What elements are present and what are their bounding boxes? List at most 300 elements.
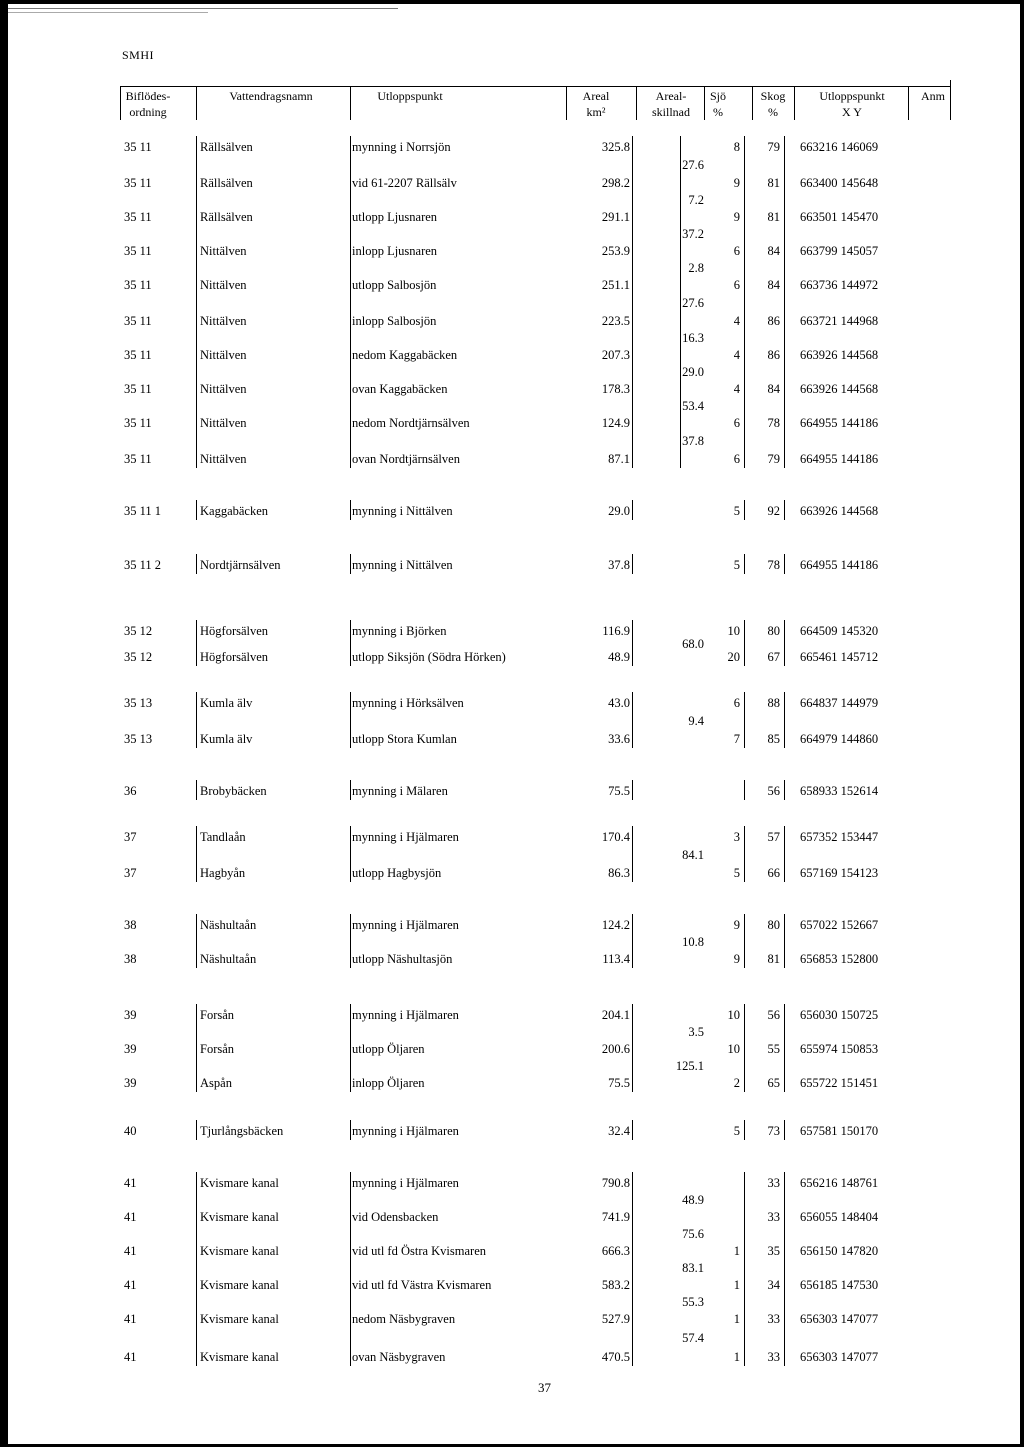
row-area: 223.5 <box>601 314 630 328</box>
row-lake: 20 <box>727 650 740 664</box>
row-lake: 6 <box>733 696 740 710</box>
row-area-diff: 2.8 <box>688 261 704 275</box>
row-col-divider <box>196 1120 197 1140</box>
row-lake: 5 <box>733 866 740 880</box>
row-forest: 92 <box>767 504 780 518</box>
row-col-divider <box>350 1172 351 1366</box>
row-order: 36 <box>124 784 137 798</box>
row-forest: 79 <box>767 452 780 466</box>
row-outlet-xy: 656303 147077 <box>800 1312 879 1326</box>
row-col-divider <box>632 1004 633 1092</box>
row-outlet-xy: 656055 148404 <box>800 1210 879 1224</box>
row-outlet: mynning i Hjälmaren <box>352 918 459 932</box>
row-lake: 4 <box>733 382 740 396</box>
row-order: 35 11 <box>124 452 152 466</box>
row-forest: 78 <box>767 558 780 572</box>
row-order: 38 <box>124 918 137 932</box>
row-area-diff: 57.4 <box>682 1331 704 1345</box>
row-name: Tandlaån <box>200 830 246 844</box>
row-area: 75.5 <box>608 784 630 798</box>
row-lake: 6 <box>733 244 740 258</box>
row-area: 666.3 <box>601 1244 630 1258</box>
header-area: Areal km² <box>582 89 610 119</box>
row-name: Forsån <box>200 1008 235 1022</box>
row-outlet-xy: 663216 146069 <box>800 140 879 154</box>
row-name: Nordtjärnsälven <box>200 558 281 572</box>
row-outlet-xy: 656030 150725 <box>800 1008 879 1022</box>
row-area-diff: 7.2 <box>688 193 704 207</box>
row-col-divider <box>744 826 745 882</box>
row-area-diff: 37.2 <box>682 227 704 241</box>
row-lake: 10 <box>727 1042 740 1056</box>
row-col-divider <box>350 692 351 748</box>
row-col-divider <box>632 554 633 574</box>
row-area: 207.3 <box>601 348 630 362</box>
row-order: 35 11 <box>124 382 152 396</box>
row-forest: 33 <box>767 1210 780 1224</box>
row-col-divider <box>632 914 633 968</box>
row-area: 43.0 <box>608 696 630 710</box>
header-outlet-xy: Utloppspunkt X Y <box>819 89 885 119</box>
row-area-diff: 125.1 <box>675 1059 704 1073</box>
row-order: 35 13 <box>124 696 153 710</box>
header-top-rule <box>120 86 950 87</box>
row-order: 35 11 <box>124 416 152 430</box>
row-name: Hagbyån <box>200 866 246 880</box>
row-area-diff: 75.6 <box>682 1227 704 1241</box>
row-col-divider <box>744 1120 745 1140</box>
row-col-divider <box>784 500 785 520</box>
row-outlet-xy: 664509 145320 <box>800 624 879 638</box>
row-col-divider <box>784 826 785 882</box>
row-name: Rällsälven <box>200 210 253 224</box>
row-name: Nittälven <box>200 348 247 362</box>
row-forest: 78 <box>767 416 780 430</box>
row-outlet: ovan Näsbygraven <box>352 1350 446 1364</box>
header-col-divider <box>908 86 909 120</box>
row-col-divider <box>350 1004 351 1092</box>
row-name: Kumla älv <box>200 732 253 746</box>
row-name: Högforsälven <box>200 650 269 664</box>
row-outlet-xy: 664955 144186 <box>800 416 879 430</box>
row-col-divider <box>196 136 197 468</box>
row-col-divider <box>632 826 633 882</box>
row-area: 86.3 <box>608 866 630 880</box>
row-outlet: mynning i Nittälven <box>352 558 453 572</box>
row-col-divider <box>744 554 745 574</box>
row-outlet-xy: 663400 145648 <box>800 176 879 190</box>
row-order: 35 11 1 <box>124 504 162 518</box>
row-lake: 3 <box>733 830 740 844</box>
row-lake: 5 <box>733 1124 740 1138</box>
row-outlet-xy: 656150 147820 <box>800 1244 879 1258</box>
row-area: 170.4 <box>601 830 630 844</box>
row-outlet: utlopp Siksjön (Södra Hörken) <box>352 650 506 664</box>
header-outlet: Utloppspunkt <box>377 89 443 103</box>
row-outlet: vid utl fd Västra Kvismaren <box>352 1278 492 1292</box>
row-outlet-xy: 657352 153447 <box>800 830 879 844</box>
row-outlet: mynning i Hjälmaren <box>352 1124 459 1138</box>
row-forest: 86 <box>767 348 780 362</box>
row-col-divider <box>744 1172 745 1366</box>
header-name: Vattendragsnamn <box>229 89 313 103</box>
header-order: Biflödes- ordning <box>125 89 171 119</box>
row-lake: 1 <box>733 1350 740 1364</box>
row-name: Nittälven <box>200 382 247 396</box>
row-col-divider <box>196 780 197 800</box>
row-order: 35 11 <box>124 210 152 224</box>
row-outlet: utlopp Näshultasjön <box>352 952 453 966</box>
row-area: 253.9 <box>601 244 630 258</box>
row-forest: 33 <box>767 1176 780 1190</box>
row-col-divider <box>744 136 745 468</box>
row-outlet: ovan Nordtjärnsälven <box>352 452 460 466</box>
row-name: Kvismare kanal <box>200 1210 279 1224</box>
row-order: 37 <box>124 830 137 844</box>
row-outlet: mynning i Hjälmaren <box>352 830 459 844</box>
row-outlet-xy: 655974 150853 <box>800 1042 879 1056</box>
row-lake: 9 <box>733 176 740 190</box>
row-name: Kvismare kanal <box>200 1312 279 1326</box>
row-order: 39 <box>124 1076 137 1090</box>
row-outlet-xy: 656853 152800 <box>800 952 879 966</box>
row-area: 741.9 <box>601 1210 630 1224</box>
page-number: 37 <box>538 1380 551 1395</box>
row-order: 37 <box>124 866 137 880</box>
row-area: 470.5 <box>601 1350 630 1364</box>
row-outlet-xy: 664955 144186 <box>800 558 879 572</box>
document-page <box>8 4 1020 1444</box>
row-area-diff: 83.1 <box>682 1261 704 1275</box>
row-order: 39 <box>124 1042 137 1056</box>
row-name: Nittälven <box>200 244 247 258</box>
row-order: 39 <box>124 1008 137 1022</box>
row-area: 29.0 <box>608 504 630 518</box>
row-name: Rällsälven <box>200 176 253 190</box>
row-col-divider <box>632 620 633 666</box>
row-order: 35 12 <box>124 624 153 638</box>
row-outlet-xy: 664979 144860 <box>800 732 879 746</box>
row-area: 124.9 <box>601 416 630 430</box>
row-col-divider <box>196 500 197 520</box>
row-area: 32.4 <box>608 1124 630 1138</box>
row-name: Tjurlångsbäcken <box>200 1124 284 1138</box>
row-col-divider <box>350 500 351 520</box>
header-col-divider <box>704 86 705 120</box>
row-forest: 81 <box>767 176 780 190</box>
row-outlet: utlopp Öljaren <box>352 1042 425 1056</box>
row-order: 40 <box>124 1124 137 1138</box>
row-outlet: mynning i Norrsjön <box>352 140 451 154</box>
row-order: 38 <box>124 952 137 966</box>
header-col-divider <box>350 86 351 120</box>
row-name: Nittälven <box>200 452 247 466</box>
row-forest: 55 <box>767 1042 780 1056</box>
row-forest: 84 <box>767 382 780 396</box>
row-forest: 33 <box>767 1312 780 1326</box>
row-area-diff: 53.4 <box>682 399 704 413</box>
row-lake: 7 <box>733 732 740 746</box>
row-col-divider <box>632 1172 633 1366</box>
row-order: 35 11 <box>124 176 152 190</box>
row-outlet-xy: 663736 144972 <box>800 278 879 292</box>
row-outlet-xy: 655722 151451 <box>800 1076 879 1090</box>
row-name: Forsån <box>200 1042 235 1056</box>
row-name: Kvismare kanal <box>200 1278 279 1292</box>
row-name: Kvismare kanal <box>200 1176 279 1190</box>
header-col-divider <box>566 86 567 120</box>
row-outlet-xy: 657581 150170 <box>800 1124 879 1138</box>
row-area: 298.2 <box>601 176 630 190</box>
row-name: Nittälven <box>200 416 247 430</box>
row-forest: 33 <box>767 1350 780 1364</box>
header-col-divider <box>794 86 795 120</box>
row-area: 48.9 <box>608 650 630 664</box>
row-order: 35 11 <box>124 244 152 258</box>
row-name: Nittälven <box>200 278 247 292</box>
row-col-divider <box>784 780 785 800</box>
row-col-divider <box>744 500 745 520</box>
row-lake: 6 <box>733 452 740 466</box>
row-order: 35 12 <box>124 650 153 664</box>
top-rule <box>8 8 398 9</box>
row-col-divider <box>350 620 351 666</box>
row-area-diff: 68.0 <box>682 637 704 651</box>
row-name: Högforsälven <box>200 624 269 638</box>
row-forest: 80 <box>767 624 780 638</box>
row-name: Näshultaån <box>200 918 257 932</box>
row-col-divider <box>632 136 633 468</box>
row-forest: 34 <box>767 1278 780 1292</box>
row-outlet: mynning i Nittälven <box>352 504 453 518</box>
row-area: 124.2 <box>601 918 630 932</box>
row-area: 291.1 <box>601 210 630 224</box>
row-area-diff: 48.9 <box>682 1193 704 1207</box>
row-outlet-xy: 658933 152614 <box>800 784 879 798</box>
row-area-diff: 55.3 <box>682 1295 704 1309</box>
row-forest: 81 <box>767 210 780 224</box>
row-area: 116.9 <box>602 624 630 638</box>
row-outlet: vid utl fd Östra Kvismaren <box>352 1244 487 1258</box>
row-forest: 84 <box>767 244 780 258</box>
row-lake: 5 <box>733 504 740 518</box>
row-outlet: mynning i Björken <box>352 624 447 638</box>
row-name: Rällsälven <box>200 140 253 154</box>
row-forest: 81 <box>767 952 780 966</box>
top-rule-2 <box>8 12 208 13</box>
row-col-divider <box>632 1120 633 1140</box>
header-area-diff: Areal- skillnad <box>652 89 690 119</box>
row-order: 41 <box>124 1350 137 1364</box>
row-forest: 66 <box>767 866 780 880</box>
row-outlet-xy: 663721 144968 <box>800 314 879 328</box>
row-order: 41 <box>124 1176 137 1190</box>
row-col-divider <box>196 554 197 574</box>
row-name: Aspån <box>200 1076 232 1090</box>
row-outlet: nedom Näsbygraven <box>352 1312 456 1326</box>
header-col-divider <box>196 86 197 120</box>
row-col-divider <box>744 620 745 666</box>
row-outlet: utlopp Stora Kumlan <box>352 732 457 746</box>
row-area: 37.8 <box>608 558 630 572</box>
row-outlet: inlopp Ljusnaren <box>352 244 438 258</box>
row-order: 35 11 <box>124 140 152 154</box>
row-area: 251.1 <box>601 278 630 292</box>
row-name: Nittälven <box>200 314 247 328</box>
row-order: 35 11 <box>124 348 152 362</box>
row-name: Brobybäcken <box>200 784 267 798</box>
row-lake: 9 <box>733 952 740 966</box>
row-lake: 9 <box>733 918 740 932</box>
row-outlet: nedom Kaggabäcken <box>352 348 458 362</box>
row-area: 178.3 <box>601 382 630 396</box>
row-outlet: mynning i Mälaren <box>352 784 448 798</box>
row-lake: 10 <box>727 1008 740 1022</box>
row-forest: 79 <box>767 140 780 154</box>
row-outlet: mynning i Hjälmaren <box>352 1176 459 1190</box>
header-col-divider <box>950 80 951 120</box>
row-col-divider <box>784 692 785 748</box>
row-outlet-xy: 657022 152667 <box>800 918 879 932</box>
row-outlet: mynning i Hjälmaren <box>352 1008 459 1022</box>
row-name: Kaggabäcken <box>200 504 269 518</box>
row-col-divider <box>784 1172 785 1366</box>
row-outlet: utlopp Salbosjön <box>352 278 437 292</box>
row-forest: 88 <box>767 696 780 710</box>
row-order: 41 <box>124 1210 137 1224</box>
row-outlet-xy: 657169 154123 <box>800 866 879 880</box>
row-forest: 65 <box>767 1076 780 1090</box>
row-outlet-xy: 663926 144568 <box>800 382 879 396</box>
row-area: 113.4 <box>602 952 630 966</box>
row-forest: 84 <box>767 278 780 292</box>
row-lake: 1 <box>733 1312 740 1326</box>
row-col-divider <box>350 554 351 574</box>
row-outlet: inlopp Öljaren <box>352 1076 425 1090</box>
row-col-divider <box>350 136 351 468</box>
row-col-divider <box>784 554 785 574</box>
row-col-divider <box>744 692 745 748</box>
row-col-divider <box>196 914 197 968</box>
row-order: 41 <box>124 1312 137 1326</box>
row-area-diff: 37.8 <box>682 434 704 448</box>
row-lake: 2 <box>733 1076 740 1090</box>
row-col-divider <box>350 780 351 800</box>
row-col-divider <box>632 500 633 520</box>
row-col-divider <box>196 692 197 748</box>
row-area-diff: 9.4 <box>688 714 704 728</box>
header-col-divider <box>120 86 121 120</box>
row-outlet-xy: 656303 147077 <box>800 1350 879 1364</box>
row-lake: 1 <box>733 1278 740 1292</box>
row-forest: 86 <box>767 314 780 328</box>
row-area-diff: 27.6 <box>682 296 704 310</box>
row-outlet-xy: 664955 144186 <box>800 452 879 466</box>
row-order: 35 11 <box>124 278 152 292</box>
row-col-divider <box>196 826 197 882</box>
row-col-divider <box>784 914 785 968</box>
row-outlet: nedom Nordtjärnsälven <box>352 416 470 430</box>
row-area: 204.1 <box>601 1008 630 1022</box>
row-col-divider <box>196 1004 197 1092</box>
row-area: 75.5 <box>608 1076 630 1090</box>
row-forest: 56 <box>767 784 780 798</box>
row-outlet: utlopp Hagbysjön <box>352 866 442 880</box>
row-area-diff: 27.6 <box>682 158 704 172</box>
row-lake: 4 <box>733 314 740 328</box>
row-area: 87.1 <box>608 452 630 466</box>
row-outlet: utlopp Ljusnaren <box>352 210 438 224</box>
row-area: 527.9 <box>601 1312 630 1326</box>
row-area-diff: 3.5 <box>688 1025 704 1039</box>
row-forest: 67 <box>767 650 780 664</box>
header-note: Anm <box>921 89 945 103</box>
header-lake: Sjö % <box>709 89 726 119</box>
row-area-diff: 29.0 <box>682 365 704 379</box>
row-lake: 6 <box>733 416 740 430</box>
row-col-divider <box>784 1120 785 1140</box>
row-outlet-xy: 663501 145470 <box>800 210 879 224</box>
row-order: 35 13 <box>124 732 153 746</box>
row-name: Kvismare kanal <box>200 1244 279 1258</box>
row-order: 35 11 2 <box>124 558 162 572</box>
row-outlet-xy: 663926 144568 <box>800 504 879 518</box>
row-forest: 80 <box>767 918 780 932</box>
row-lake: 5 <box>733 558 740 572</box>
row-outlet-xy: 665461 145712 <box>800 650 879 664</box>
row-col-divider <box>350 1120 351 1140</box>
row-lake: 1 <box>733 1244 740 1258</box>
row-col-divider <box>350 914 351 968</box>
row-order: 41 <box>124 1244 137 1258</box>
row-col-divider <box>632 780 633 800</box>
row-outlet-xy: 663926 144568 <box>800 348 879 362</box>
row-outlet: vid Odensbacken <box>352 1210 439 1224</box>
row-outlet: inlopp Salbosjön <box>352 314 437 328</box>
header-col-divider <box>636 86 637 120</box>
row-outlet: mynning i Hörksälven <box>352 696 464 710</box>
row-area: 790.8 <box>601 1176 630 1190</box>
row-forest: 73 <box>767 1124 780 1138</box>
row-outlet: ovan Kaggabäcken <box>352 382 448 396</box>
row-col-divider <box>784 136 785 468</box>
row-col-divider <box>744 914 745 968</box>
row-order: 35 11 <box>124 314 152 328</box>
row-outlet-xy: 663799 145057 <box>800 244 879 258</box>
row-outlet: vid 61-2207 Rällsälv <box>352 176 457 190</box>
row-area-diff: 10.8 <box>682 935 704 949</box>
row-forest: 56 <box>767 1008 780 1022</box>
row-col-divider <box>744 780 745 800</box>
row-col-divider <box>632 692 633 748</box>
row-col-divider <box>196 1172 197 1366</box>
header-col-divider <box>752 86 753 120</box>
row-forest: 85 <box>767 732 780 746</box>
row-forest: 57 <box>767 830 780 844</box>
row-name: Kvismare kanal <box>200 1350 279 1364</box>
row-lake: 6 <box>733 278 740 292</box>
row-area: 200.6 <box>601 1042 630 1056</box>
agency-label: SMHI <box>122 48 155 62</box>
header-forest: Skog % <box>760 89 786 119</box>
row-outlet-xy: 656216 148761 <box>800 1176 879 1190</box>
row-area: 33.6 <box>608 732 630 746</box>
row-col-divider <box>196 620 197 666</box>
row-name: Näshultaån <box>200 952 257 966</box>
row-lake: 10 <box>727 624 740 638</box>
row-col-divider <box>784 620 785 666</box>
row-area: 325.8 <box>601 140 630 154</box>
